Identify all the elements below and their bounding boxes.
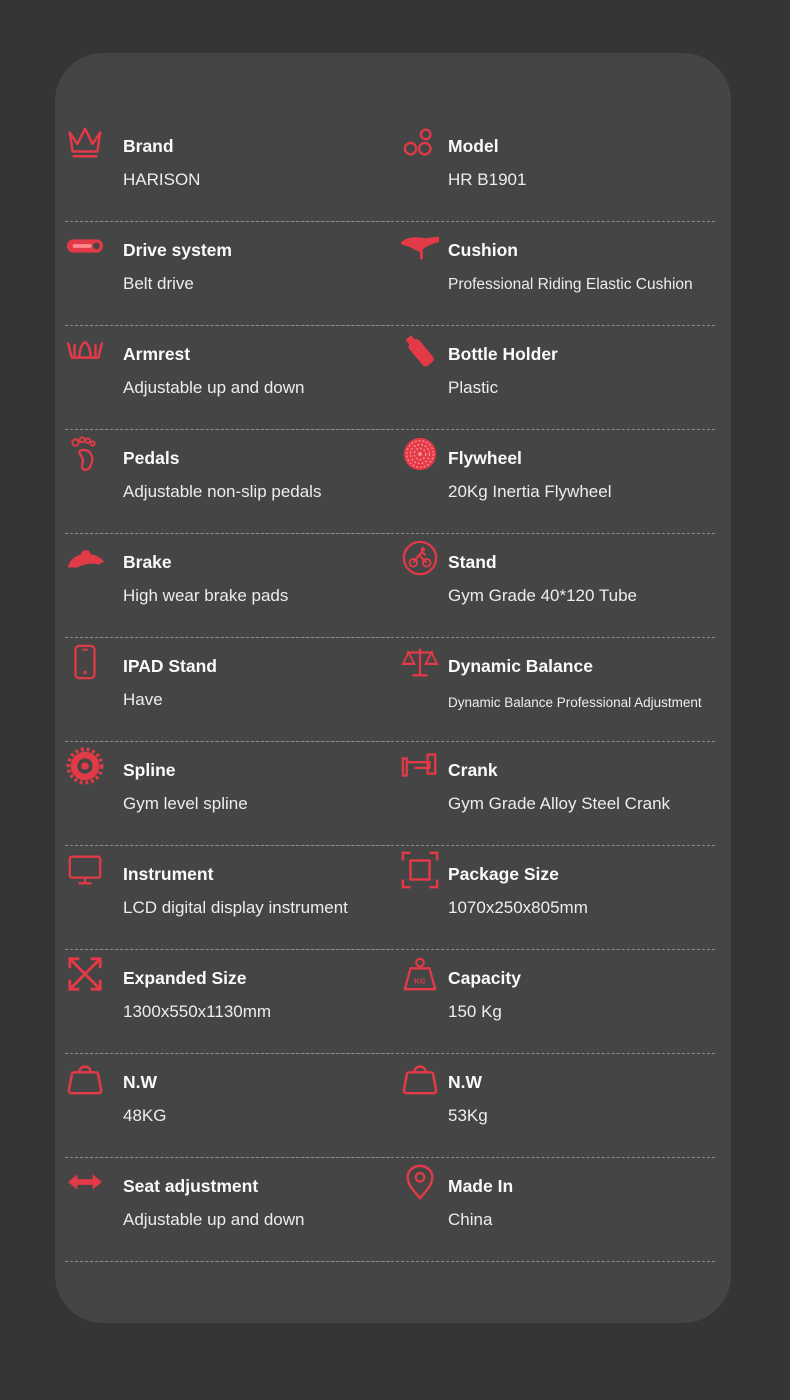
spec-value: Gym level spline bbox=[123, 794, 248, 813]
spec-label: Stand bbox=[448, 552, 497, 572]
spec-value: Have bbox=[123, 690, 163, 709]
spec-value: 20Kg Inertia Flywheel bbox=[448, 482, 612, 501]
spec-model bbox=[65, 118, 715, 222]
spec-label: Package Size bbox=[448, 864, 559, 884]
spec-value: High wear brake pads bbox=[123, 586, 289, 605]
spec-stand bbox=[65, 534, 715, 638]
box-frame-icon bbox=[400, 850, 440, 890]
spec-package-size bbox=[65, 846, 715, 950]
spec-label: Seat adjustment bbox=[123, 1176, 259, 1196]
spec-value: Dynamic Balance Professional Adjustment bbox=[448, 695, 702, 710]
spec-label: Made In bbox=[448, 1176, 514, 1196]
spec-cushion bbox=[65, 222, 715, 326]
spec-value: Gym Grade Alloy Steel Crank bbox=[448, 794, 671, 813]
spec-value: HARISON bbox=[123, 170, 201, 189]
spec-value: Adjustable up and down bbox=[123, 1210, 305, 1229]
crank-icon bbox=[400, 746, 440, 786]
spec-label: N.W bbox=[448, 1072, 483, 1092]
saddle-icon bbox=[400, 226, 440, 266]
spec-flywheel bbox=[65, 430, 715, 534]
spec-value: Adjustable non-slip pedals bbox=[123, 482, 322, 501]
spec-value: HR B1901 bbox=[448, 170, 527, 189]
spec-label: Spline bbox=[123, 760, 176, 780]
spec-value: 53Kg bbox=[448, 1106, 488, 1125]
spec-label: Flywheel bbox=[448, 448, 522, 468]
weight-icon bbox=[400, 1058, 440, 1098]
spec-label: Drive system bbox=[123, 240, 232, 260]
spec-value: Belt drive bbox=[123, 274, 194, 293]
weight-kg-icon bbox=[400, 954, 440, 994]
spec-label: Instrument bbox=[123, 864, 214, 884]
spec-label: Pedals bbox=[123, 448, 180, 468]
spec-label: Brake bbox=[123, 552, 172, 572]
spec-value: 150 Kg bbox=[448, 1002, 502, 1021]
spec-label: Brand bbox=[123, 136, 174, 156]
spec-value: LCD digital display instrument bbox=[123, 898, 348, 917]
spec-value: Gym Grade 40*120 Tube bbox=[448, 586, 638, 605]
balance-scale-icon bbox=[400, 642, 440, 682]
spec-value: Plastic bbox=[448, 378, 499, 397]
spec-crank bbox=[65, 742, 715, 846]
spec-label: Bottle Holder bbox=[448, 344, 558, 364]
spec-value: 48KG bbox=[123, 1106, 167, 1125]
spec-label: N.W bbox=[123, 1072, 158, 1092]
spec-label: Model bbox=[448, 136, 499, 156]
location-pin-icon bbox=[400, 1162, 440, 1202]
bottle-icon bbox=[400, 330, 440, 370]
spec-value: China bbox=[448, 1210, 493, 1229]
spec-value: Professional Riding Elastic Cushion bbox=[448, 276, 693, 293]
spec-label: Cushion bbox=[448, 240, 518, 260]
spec-made-in bbox=[65, 1158, 715, 1262]
spec-label: Armrest bbox=[123, 344, 191, 364]
cyclist-icon bbox=[400, 538, 440, 578]
spec-label: Expanded Size bbox=[123, 968, 247, 988]
spec-label: Crank bbox=[448, 760, 498, 780]
model-icon bbox=[400, 122, 440, 162]
spec-dynamic-balance bbox=[65, 638, 715, 742]
spec-value: Adjustable up and down bbox=[123, 378, 305, 397]
spec-capacity bbox=[65, 950, 715, 1054]
spec-bottle-holder bbox=[65, 326, 715, 430]
spec-label: IPAD Stand bbox=[123, 656, 217, 676]
spec-value: 1070x250x805mm bbox=[448, 898, 588, 917]
flywheel-icon bbox=[400, 434, 440, 474]
spec-grid bbox=[65, 118, 715, 1262]
spec-label: Capacity bbox=[448, 968, 521, 988]
spec-net-weight-2 bbox=[65, 1054, 715, 1158]
svg-text:KG: KG bbox=[414, 976, 426, 986]
spec-label: Dynamic Balance bbox=[448, 656, 593, 676]
spec-value: 1300x550x1130mm bbox=[123, 1002, 272, 1021]
